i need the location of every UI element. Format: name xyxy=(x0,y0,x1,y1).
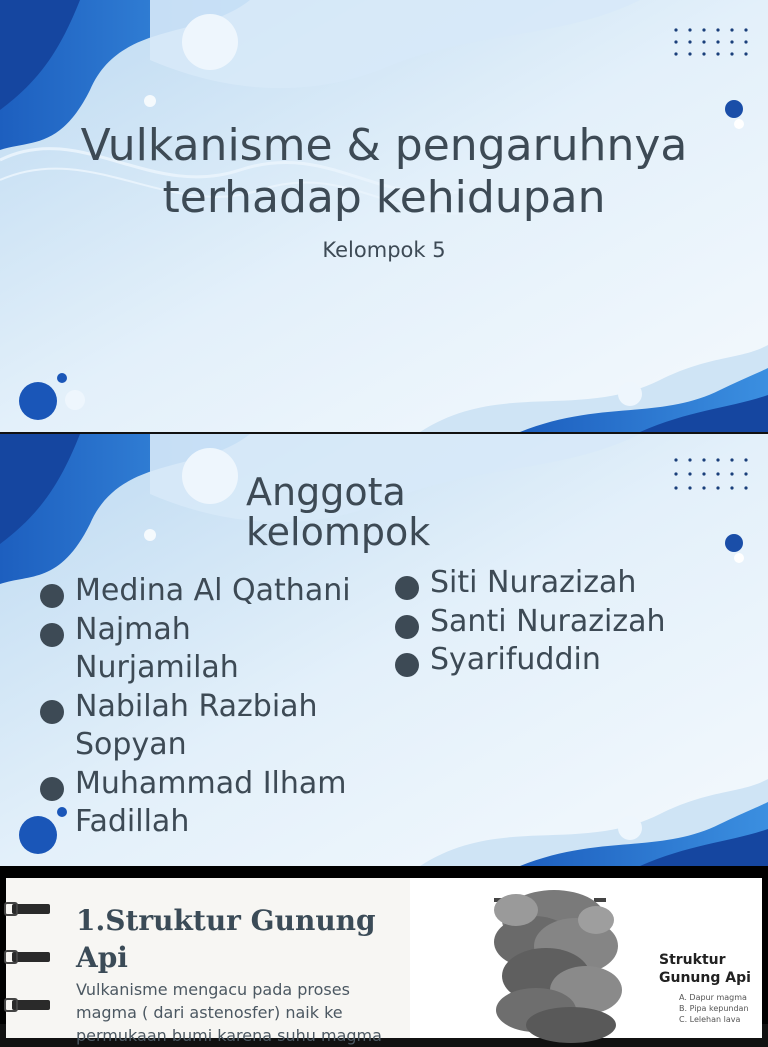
member-name: Fadillah xyxy=(75,804,190,839)
section-heading-line-2: Api xyxy=(76,941,128,974)
member-name: Sopyan xyxy=(75,727,187,762)
list-item xyxy=(40,572,380,611)
binder-ring-icon xyxy=(4,998,50,1012)
title-line-2: terhadap kehidupan xyxy=(162,172,606,223)
presentation-subtitle: Kelompok 5 xyxy=(322,238,446,262)
binder-ring-icon xyxy=(4,902,50,916)
members-heading xyxy=(246,472,430,552)
members-heading-line-2: kelompok xyxy=(246,510,431,554)
section-heading-line-1: 1.Struktur Gunung xyxy=(76,904,376,937)
legend-item: B. Pipa kepundan xyxy=(679,1004,749,1013)
volcano-eruption-image xyxy=(476,880,646,1038)
list-item xyxy=(40,611,380,688)
member-name: Medina Al Qathani xyxy=(75,573,351,608)
list-item xyxy=(395,564,755,603)
diagram-title xyxy=(659,951,751,987)
member-name: Nabilah Razbiah xyxy=(75,688,318,724)
members-list-left xyxy=(40,572,380,842)
members-heading-line-1: Anggota xyxy=(246,470,406,514)
legend-item: A. Dapur magma xyxy=(679,993,747,1002)
members-slide xyxy=(0,434,768,866)
title-line-1: Vulkanisme & pengaruhnya xyxy=(80,120,688,171)
section-body: Vulkanisme mengacu pada proses magma ( dari astenosfer) naik ke permukaan bumi karena suhu magma xyxy=(76,980,382,1045)
member-name: Syarifuddin xyxy=(430,642,601,677)
diagram-title-line-2: Gunung Api xyxy=(659,970,751,986)
structure-slide xyxy=(0,866,768,1045)
list-item xyxy=(40,688,380,765)
diagram-title-line-1: Struktur xyxy=(659,952,726,968)
member-name: Najmah xyxy=(75,611,191,647)
member-name: Nurjamilah xyxy=(75,650,239,685)
diagram-legend xyxy=(679,992,749,1025)
binder-ring-icon xyxy=(4,950,50,964)
members-list-right xyxy=(395,564,755,680)
member-name: Muhammad Ilham xyxy=(75,765,347,801)
member-name: Siti Nurazizah xyxy=(430,565,637,600)
list-item xyxy=(40,765,380,842)
list-item xyxy=(395,603,755,642)
section-heading xyxy=(76,902,396,976)
presentation-title xyxy=(0,120,768,224)
notebook-page xyxy=(6,878,762,1045)
member-name: Santi Nurazizah xyxy=(430,603,666,639)
list-item xyxy=(395,641,755,680)
legend-item: C. Lelehan lava xyxy=(679,1015,741,1024)
title-slide xyxy=(0,0,768,432)
